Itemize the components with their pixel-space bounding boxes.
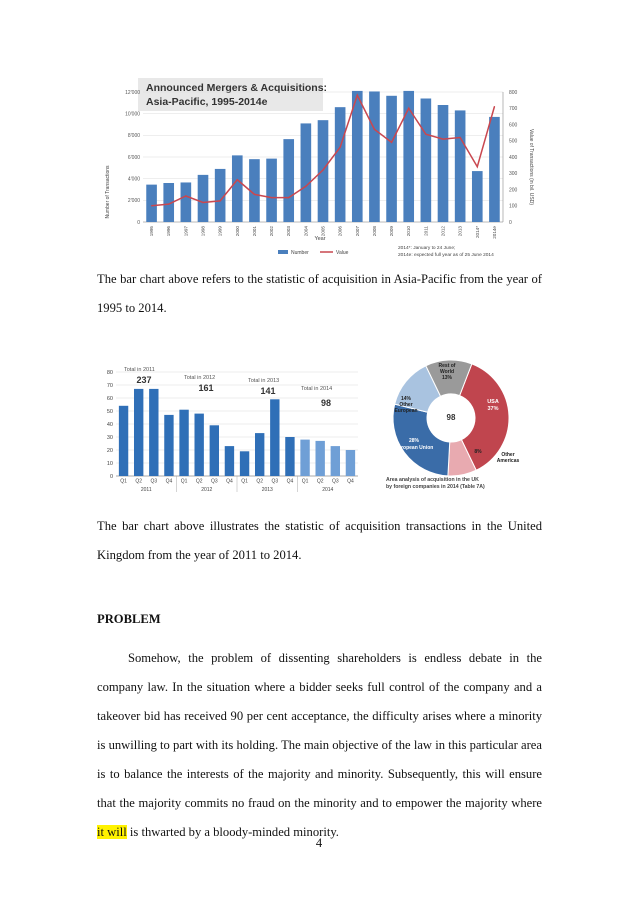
y-tick-label: 10 [106, 461, 113, 467]
y-tick-label: 50 [106, 409, 113, 415]
y2-tick-label: 300 [509, 171, 518, 178]
group-label: 2014 [322, 487, 334, 493]
y-tick-label: 8'000 [127, 133, 140, 140]
bar-2011-Q3 [149, 389, 158, 476]
bar-2013 [455, 110, 466, 222]
x-tick-label: 2014* [474, 226, 480, 239]
x-tick-label: Q1 [301, 478, 309, 485]
group-total-value: 141 [260, 386, 276, 396]
bar-2011 [421, 99, 432, 223]
bar-2012-Q1 [179, 410, 188, 476]
value-point-2003 [288, 197, 289, 198]
chart-title: Announced Mergers & Acquisitions: [146, 82, 328, 94]
y2-axis-label: Value of Transactions (in bil. USD) [528, 128, 534, 206]
x-tick-label: Q1 [241, 478, 248, 485]
y-tick-label: 60 [106, 396, 113, 402]
x-tick-label: 2013 [457, 226, 463, 237]
y2-tick-label: 600 [509, 122, 518, 129]
bar-2003 [283, 139, 294, 222]
label-usa [487, 399, 499, 412]
x-tick-label: Q2 [195, 478, 203, 485]
value-point-1997 [185, 195, 186, 196]
bar-2012-Q4 [225, 446, 234, 476]
svg-text:Americas: Americas [496, 458, 520, 464]
svg-text:14%: 14% [400, 396, 412, 402]
x-tick-label: Q2 [316, 478, 324, 485]
svg-text:USA: USA [487, 399, 499, 405]
x-tick-label: Q2 [256, 478, 264, 485]
group-total-value: 237 [136, 375, 152, 385]
value-point-1999 [220, 200, 221, 201]
bar-1995 [146, 185, 157, 222]
group-label: 2013 [261, 487, 273, 493]
svg-text:37%: 37% [487, 406, 499, 412]
bar-2013-Q1 [240, 451, 249, 476]
y2-tick-label: 400 [509, 154, 518, 161]
x-tick-label: Q3 [271, 478, 279, 485]
footnote-line-2: 2014e: expected full year as of 25 June 2014 [398, 253, 494, 258]
bar-2011-Q1 [119, 406, 128, 476]
value-point-2006 [340, 147, 341, 148]
value-point-2008 [374, 129, 375, 130]
group-label: 2012 [201, 487, 213, 493]
uk-quarterly-chart [96, 360, 362, 500]
value-point-2000 [237, 179, 238, 180]
x-axis-label: Year [314, 236, 326, 242]
bar-2006 [335, 107, 346, 222]
highlighted-text: it will [97, 825, 127, 839]
x-tick-label: Q3 [150, 478, 158, 485]
x-tick-label: 2006 [337, 226, 343, 237]
y-tick-label: 20 [106, 448, 113, 454]
bar-2014e [489, 117, 500, 222]
x-tick-label: 1997 [183, 226, 189, 237]
section-heading: PROBLEM [97, 612, 161, 626]
bar-2011-Q4 [164, 415, 173, 476]
group-total-value: 161 [198, 383, 214, 393]
x-tick-label: 2012 [440, 226, 446, 237]
group-total-label: Total in 2013 [248, 378, 280, 384]
problem-paragraph [97, 644, 542, 847]
bar-2010 [403, 91, 414, 222]
group-total-label: Total in 2012 [184, 375, 216, 381]
bar-1997 [181, 182, 192, 222]
x-tick-label: 2008 [371, 226, 377, 237]
group-total-value: 98 [320, 398, 332, 408]
y2-tick-label: 0 [509, 219, 512, 226]
group-label: 2011 [140, 487, 152, 493]
y2-tick-label: 500 [509, 138, 518, 145]
bar-2014* [472, 171, 483, 222]
x-tick-label: 1996 [166, 226, 172, 237]
bar-2004 [301, 123, 312, 222]
y-tick-label: 0 [137, 219, 140, 226]
y2-tick-label: 700 [509, 106, 518, 113]
y2-tick-label: 800 [509, 89, 518, 96]
value-point-2014* [477, 166, 478, 167]
x-tick-label: Q1 [180, 478, 188, 485]
bar-2014-Q4 [346, 450, 355, 476]
x-tick-label: 1998 [200, 226, 206, 237]
value-point-2001 [254, 194, 255, 195]
bar-2014-Q1 [300, 440, 309, 476]
value-point-2004 [305, 186, 306, 187]
footnote-line-1: 2014*: January to 24 June; [398, 246, 456, 251]
bar-2013-Q2 [255, 433, 264, 476]
group-total-label: Total in 2011 [124, 367, 155, 373]
svg-text:Other: Other [501, 452, 515, 458]
svg-text:Rest of: Rest of [438, 363, 456, 369]
x-tick-label: 2010 [406, 226, 412, 237]
x-tick-label: 2003 [286, 226, 292, 237]
value-point-1995 [151, 205, 152, 206]
x-tick-label: 2014e [491, 226, 497, 239]
value-point-2012 [442, 139, 443, 140]
value-point-2005 [322, 169, 323, 170]
y-tick-label: 80 [106, 370, 113, 376]
x-tick-label: 2011 [423, 226, 429, 236]
y2-tick-label: 100 [509, 203, 518, 210]
x-tick-label: 2007 [354, 226, 360, 237]
problem-text-before: Somehow, the problem of dissenting shareholders is endless debate in the company law. In the situation where a bidder seeks full control of the company and a takeover bid has received 90 per cent acceptance, the difficulty arises where a minority is unwilling to part with its holding. The main objective of the law in this particular area is to balance the interests of the majority and minority. Subsequently, this will ensure that the majority commits no fraud on the minority and to empower the majority where [97, 651, 542, 810]
bar-2013-Q3 [270, 399, 279, 476]
uk-area-donut-chart [372, 360, 522, 500]
x-tick-label: Q3 [331, 478, 339, 485]
group-total-label: Total in 2014 [301, 386, 333, 392]
value-point-2009 [391, 142, 392, 143]
chart-subtitle: Asia-Pacific, 1995-2014e [146, 96, 268, 108]
x-tick-label: Q2 [135, 478, 143, 485]
caption-asia-pacific: The bar chart above refers to the statistic of acquisition in Asia-Pacific from the year of 1995 to 2014. [97, 272, 542, 315]
asia-pacific-chart [98, 72, 538, 262]
svg-text:Other: Other [399, 402, 413, 408]
donut-caption-line-2: by foreign companies in 2014 (Table 7A) [386, 484, 485, 490]
bar-2012-Q3 [210, 425, 219, 476]
caption-uk: The bar chart above illustrates the statistic of acquisition transactions in the United Kingdom from the year of 2011 to 2014. [97, 519, 542, 562]
svg-text:13%: 13% [441, 375, 453, 381]
value-point-2002 [271, 197, 272, 198]
x-tick-label: 2002 [269, 226, 275, 237]
bar-2008 [369, 91, 380, 222]
y-tick-label: 6'000 [127, 154, 140, 161]
x-tick-label: 2005 [320, 226, 326, 237]
problem-text-after: is thwarted by a bloody-minded minority. [126, 825, 339, 839]
y-tick-label: 10'000 [125, 111, 140, 118]
value-point-2013 [460, 137, 461, 138]
chart-title-box [138, 78, 327, 111]
x-tick-label: Q4 [165, 478, 173, 485]
value-point-2011 [425, 134, 426, 135]
value-point-2014e [494, 106, 495, 107]
bar-2005 [318, 120, 329, 222]
bar-2009 [386, 96, 397, 222]
x-tick-label: 2004 [303, 226, 309, 237]
donut-center-label: 98 [446, 413, 456, 422]
x-tick-label: 2001 [251, 226, 257, 237]
x-tick-label: Q3 [210, 478, 218, 485]
legend-label-value: Value [336, 250, 349, 256]
bar-1998 [198, 175, 209, 222]
y-tick-label: 4'000 [127, 176, 140, 183]
y2-tick-label: 200 [509, 187, 518, 194]
bar-2000 [232, 155, 243, 222]
y-tick-label: 2'000 [127, 198, 140, 205]
bar-2012 [438, 105, 449, 222]
value-point-1996 [168, 204, 169, 205]
y-tick-label: 30 [106, 435, 113, 441]
svg-text:8%: 8% [474, 449, 482, 455]
x-tick-label: 2009 [389, 226, 395, 237]
x-tick-label: 2000 [234, 226, 240, 237]
x-tick-label: Q4 [286, 478, 294, 485]
page-number: 4 [315, 836, 323, 850]
x-tick-label: Q4 [226, 478, 233, 485]
y-axis-label: Number of Transactions [105, 165, 111, 219]
y-tick-label: 40 [106, 422, 113, 428]
legend-label-number: Number [291, 250, 309, 256]
donut-caption-line-1: Area analysis of acquisition in the UK [386, 477, 479, 483]
svg-text:28%: 28% [408, 438, 420, 444]
y-tick-label: 0 [109, 474, 113, 480]
x-tick-label: 1995 [149, 226, 155, 237]
bar-2011-Q2 [134, 389, 143, 476]
value-point-2007 [357, 95, 358, 96]
bar-2012-Q2 [194, 414, 203, 476]
y-tick-label: 70 [106, 383, 113, 389]
x-tick-label: 1999 [217, 226, 223, 237]
bar-2002 [266, 159, 277, 222]
x-tick-label: Q1 [120, 478, 127, 485]
bar-2014-Q2 [315, 441, 324, 476]
svg-text:European Union: European Union [394, 445, 434, 451]
bar-2014-Q3 [331, 446, 340, 476]
bar-2013-Q4 [285, 437, 294, 476]
x-tick-label: Q4 [347, 478, 354, 485]
bar-2007 [352, 91, 363, 222]
svg-text:World: World [439, 369, 455, 375]
value-point-2010 [408, 108, 409, 109]
y-tick-label: 12'000 [125, 89, 140, 96]
value-point-1998 [202, 202, 203, 203]
legend-swatch-number [278, 250, 288, 254]
svg-text:European: European [394, 408, 418, 414]
